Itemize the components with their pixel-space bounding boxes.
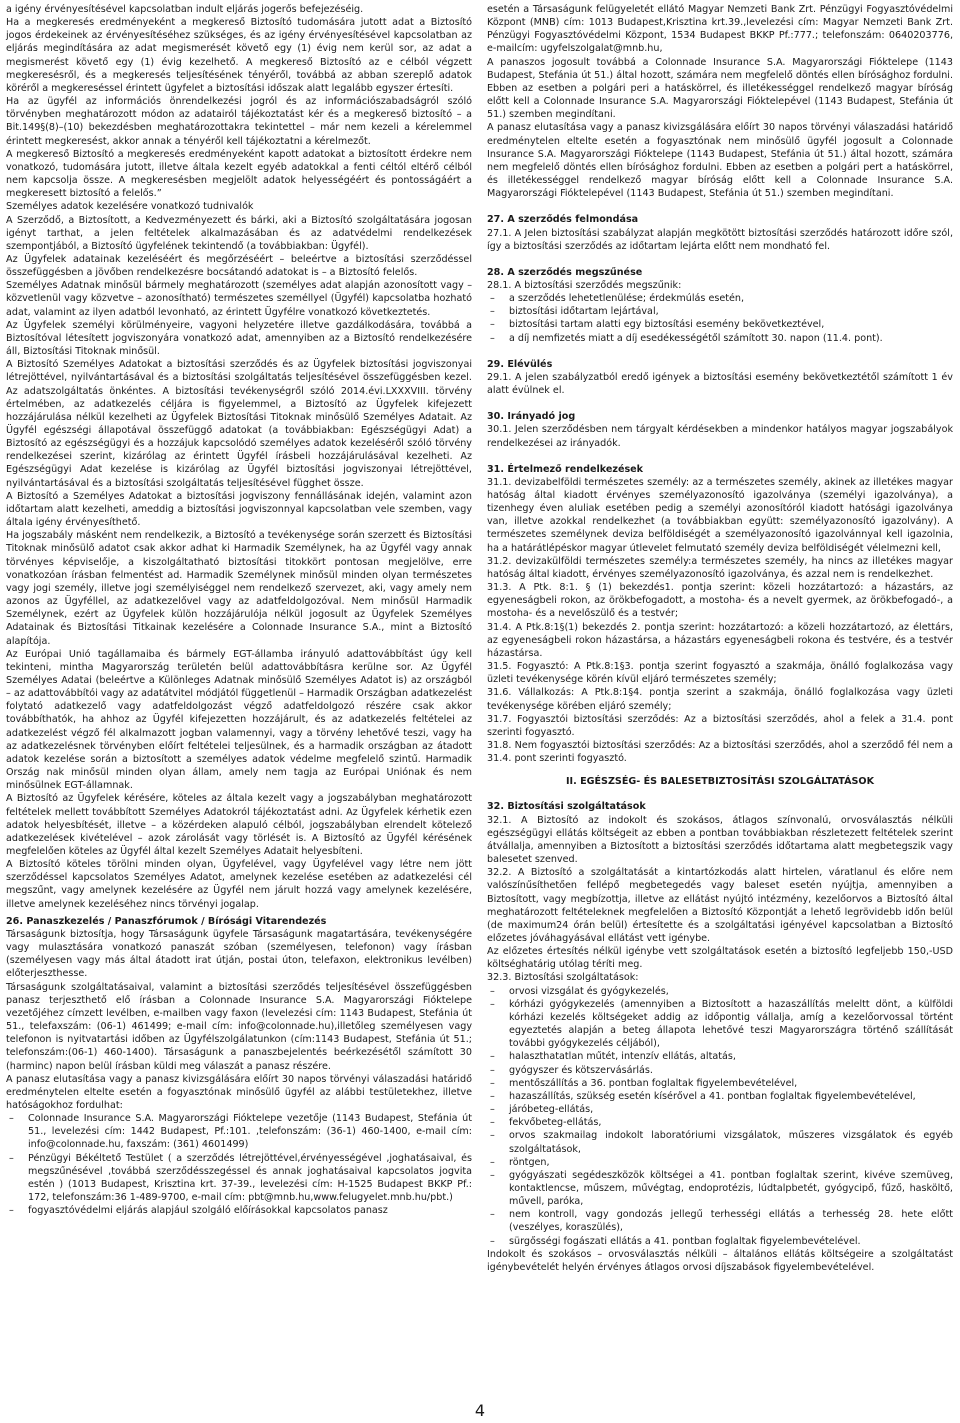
spacer <box>487 345 953 354</box>
right-list-item: – sürgősségi fogászati ellátás a 41. pontban foglaltak figyelembevételével. <box>487 1235 953 1248</box>
paragraph: A Biztosító az Ügyfelek kérésére, köteles az általa kezelt vagy a jogszabályban meghatározott feltételek mellett továbbított Személyes Adatokról tájékoztatást adni. Az Ügyfelek kérhetik ezen adatok helyesbítését, illetve – a közérdeken alapuló célból, jogszabályban elrendelt kötelező adatkezelések kivételével – azok zárolását vagy törlését is. A Biztosító az Ügyfél kérésének megfelelően köteles az Ügyfél által kezelt Személyes Adatait helyesbíteni. <box>6 793 472 857</box>
left-list <box>6 1112 472 1217</box>
paragraph: esetén a Társaságunk felügyeletét ellátó Magyar Nemzeti Bank Zrt. Pénzügyi Fogyasztóvédelmi Központ (MNB) cím: 1013 Budapest,Krisztina krt.39.,levelezési cím: Magyar Nemzeti Bank Zrt. Pénzügyi Fogyasztóvédelmi Központ, 1534 Budapest BKKP Pf.:777.; telefonszám: 0640203776, e-mailcím: ugyfelszolgalat@mnb.hu, <box>487 4 953 55</box>
right-list-item: – mentőszállítás a 36. pontban foglaltak figyelembevételével, <box>487 1077 953 1090</box>
section-heading: 31. Értelmező rendelkezések <box>487 463 644 475</box>
paragraph: Társaságunk szolgáltatásaival, valamint a biztosítási szerződés teljesítésével összefüggésben panasz terjeszthető elő írásban a Colonnade Insurance S.A. Magyarországi Fióktelepe vezetőjéhez címzett levélben, e-mailben vagy faxon (levelezési cím: 1143 Budapest, Stefánia út 51., telefaxszám: (06-1) 461499; e-mail cím: info@colonnade.hu),illetőleg személyesen vagy telefonon is nyitvatartási időben az Ügyfélszolgálatunkon (cím:1143 Budapest, Stefánia út 51.; telefonszám:(06-1) 460-1400). Társaságunk a panaszbejelentés beérkezésétől számított 30 (harminc) napon belül írásban küldi meg válaszát a panasz részére. <box>6 981 472 1072</box>
paragraph: A Biztosító Személyes Adatokat a biztosítási szerződés és az Ügyfelek biztosítási jogviszonyai létrejöttével, nyilvántartásával és a biztosítási szolgáltatás teljesítésével összefüggésben kezel. Az adatszolgáltatás önkéntes. A biztosítási tevékenységről szóló 2014.évi.LXXXVIII. törvény értelmében, az adatkezelés céljára is figyelemmel, a Biztosító az Ügyfelek kifejezett hozzájárulása nélkül kezelheti az Ügyfelek Biztosítási Titoknak minősülő Személyes Adatait. Az Ügyfél egészségi állapotával összefüggő adatokat (a továbbiakban: Egészségügyi Adat) a Biztosító az egészségügyi és a hozzájuk kapcsolódó személyes adatok kezeléséről szóló törvény rendelkezései szerint, kizárólag az érintett Ügyfél írásbeli hozzájárulásával kezelheti. Az Egészségügyi Adat kezelése is kizárólag az Ügyfél biztosítási jogviszonyai létrejöttével, nyilvántartásával és a biztosítási szolgáltatás teljesítésével függhet össze. <box>6 359 472 489</box>
right-list-item: – halaszthatatlan műtét, intenzív ellátás, altatás, <box>487 1050 953 1063</box>
right-list-item: – hazaszállítás, szükség esetén kísérővel a 41. pontban foglaltak figyelembevételével, <box>487 1090 953 1103</box>
paragraph: Indokolt és szokásos – orvosválasztás nélküli – általános ellátás költségeire a szolgáltatást igénybevételét helyén érvényes átlagos orvosi díjszabások figyelembevételével. <box>487 1248 953 1273</box>
right-list-item: – röntgen, <box>487 1156 953 1169</box>
paragraph: 31.3. A Ptk. 8:1. § (1) bekezdés1. pontja szerint: közeli hozzátartozó: a házastárs, az egyeneságbeli rokon, az örökbefogadott, a mostoha- és a nevelt gyermek, az örökbefogadó-, a mostoha- és a nevelőszülő és a testvér; <box>487 582 953 620</box>
paragraph: A panasz elutasítása vagy a panasz kivizsgálására előírt 30 napos törvényi válaszadási határidő eredménytelen eltelte esetén a fogyasztónak minősülő ügyfél az alábbi testületekhez, illetve hatóságokhoz fordulhat: <box>6 1073 472 1111</box>
paragraph: Az Európai Unió tagállamaiba és bármely EGT-államba irányuló adattovábbítást úgy kell tekinteni, mintha Magyarország területén belül adattovábbításra kerülne sor. Az Ügyfél Személyes Adatai (beleértve a Különleges Adatnak minősülő Személyes Adatot is) az országból – az adattovábbítói vagy az adatátvitel módjától függetlenül – Harmadik Országban adatkezelést folytató adatkezelő vagy adatfeldolgozást végző adatfeldolgozó részére csak akkor továbbíthatók, ha ahhoz az Ügyfél kifejezetten hozzájárult, és az adatkezelés feltételei az adatkezelést végző fél alkalmazott jogban valamennyi, vagy a törvény lehetővé teszi, vagy ha az adatkezelésnek törvényben előírt feltételei teljesülnek, és a harmadik országban az átadott adatok kezelése során a biztosított a személyes adatok védelme megfelelő szintű. Harmadik Ország nak minősül minden olyan állam, amely nem tagja az Európai Uniónak és nem minősülnek EGT-államnak. <box>6 648 472 792</box>
paragraph: A panasz elutasítása vagy a panasz kivizsgálására előírt 30 napos törvényi válaszadási határidő eredménytelen eltelte esetén a fogyasztónak nem minősülő ügyfél jogosult a Colonnade Insurance S.A. Magyarországi Fióktelepe (1143 Budapest, Stefánia út 51.) által hozott, számára nem megfelelő döntés ellen bírósághoz fordulni. Ebben az esetben a polgári pert a hatáskörrel, és illetékességgel rendelkező magyar bíróság előtt kell a Colonnade Insurance S.A. Magyarországi Fióktelepével (1143 Budapest, Stefánia út 51.) szemben megindítani. <box>487 122 953 200</box>
paragraph: A Biztosító a Személyes Adatokat a biztosítási jogviszony fennállásának idején, valamint azon időtartam alatt kezelheti, ameddig a biztosítási jogviszonnyal kapcsolatban vele szemben, vagy általa igény érvényesíthető. <box>6 490 472 529</box>
left-list-item: – Colonnade Insurance S.A. Magyarországi Fióktelepe vezetője (1143 Budapest, Stefánia út 51., levelezési cím: 1442 Budapest, Pf.:101. ,telefonszám: (36-1) 460-1400, e-mail cím: info@colonnade.hu, faxszám: (361) 4601499) <box>6 1112 472 1151</box>
paragraph: Személyes adatok kezelésére vonatkozó tudnivalók <box>6 201 254 213</box>
paragraph: 30.1. Jelen szerződésben nem tárgyalt kérdésekben a mindenkor hatályos magyar jogszabályok rendelkezései az irányadók. <box>487 424 953 449</box>
paragraph: Társaságunk biztosítja, hogy Társaságunk ügyfele Társaságunk magatartására, tevékenységére vagy mulasztására vonatkozó panaszát szóban (személyesen, telefonon) vagy írásban (személyesen vagy más által átadott irat útján, postai úton, telefaxon, elektronikus levélben) előterjeszthesse. <box>6 928 472 980</box>
right-list-item: – gyógyszer és kötszervásárlás. <box>487 1064 953 1077</box>
paragraph: a igény érvényesítésével kapcsolatban indult eljárás jogerős befejezéséig. <box>6 4 364 15</box>
left-list-item: – fogyasztóvédelmi eljárás alapjául szolgáló előírásokkal kapcsolatos panasz <box>6 1204 472 1217</box>
section-heading: 26. Panaszkezelés / Panaszfórumok / Bírósági Vitarendezés <box>6 915 327 927</box>
paragraph: Ha jogszabály másként nem rendelkezik, a Biztosító a tevékenysége során szerzett és Biztosítási Titoknak minősülő adatot csak akkor adhat ki Harmadik Személynek, ha az Ügyfél vagy annak törvényes képviselője, a kiszolgáltatható biztosítási titokkört pontosan megjelölve, erre vonatkozóan írásban felmentést ad. Harmadik Személynek minősül minden olyan természetes vagy jogi személy, illetve jogi személyiséggel nem rendelkező szervezet, aki, vagy amely nem azonos az Ügyféllel, az adatkezelővel vagy az adatfeldolgozóval. Nem minősül Harmadik Személynek, ezért az Ügyfelek külön hozzájárulója nélkül jogosult az Ügyfelek Személyes Adatainak és Biztosítási Titkainak kezelésére a Colonnade Insurance S.A., mint a Biztosító alapítója. <box>6 530 472 647</box>
paragraph: 32.1. A Biztosító az indokolt és szokásos, átlagos színvonalú, orvosválasztás nélküli egészségügyi ellátás költségeit az ebben a pontban továbbiakban részletezett feltételek szerint átvállalja, amennyiben a Biztosított a biztosítási szerződés időtartama alatt megbetegszik vagy balesetet szenved. <box>487 814 953 866</box>
paragraph: Ha az ügyfél az információs önrendelkezési jogról és az információszabadságról szóló törvényben meghatározott módon az adatairól tájékoztatást kér és a megkereső biztosító – a Bit.149§(8)–(10) bekezdésben meghatározottakra tekintettel – már nem kezeli a kérelemmel érintett megkeresést, akkor annak a tényéről kell tájékoztatni a kérelmezőt. <box>6 96 472 147</box>
section-heading: 29. Elévülés <box>487 358 553 370</box>
paragraph: 27.1. A Jelen biztosítási szabályzat alapján megkötött biztosítási szerződés határozott időre szól, így a biztosítási szerződés az időtartam lejárta előtt nem mondható fel. <box>487 227 953 252</box>
right-list-item: – orvosi vizsgálat és gyógykezelés, <box>487 985 953 998</box>
section-heading: 28. A szerződés megszűnése <box>487 266 643 278</box>
paragraph: 31.1. devizabelföldi természetes személy: az a természetes személy, akinek az illetékes magyar hatóság által kiadott érvényes személyazonosító igazolványa (személyi igazolványa), a tizenhegy éven aluliak esetében pedig a személyi azonosítóról kiadott hatósági igazolványa van, illetve azokkal rendelkezhet (a továbbiakban együtt: személyazonosító igazolvány). A természetes személynek deviza belföldiségét a személyazonosító igazolvánnyal kell igazolnia, ha a határátlépéskor magyar útlevelet felmutató személy deviza belföldiségét vélelmezni kell, <box>487 476 953 554</box>
paragraph: Személyes Adatnak minősül bármely meghatározott (személyes adat alapján azonosított vagy – közvetlenül vagy közvetve – azonosítható) természetes személlyel (Ügyfél) kapcsolatba hozható adat, valamint az ilyen adatból levonható, az érintett Ügyfélre vonatkozó következtetés. <box>6 280 472 318</box>
left-list-item: – Pénzügyi Békéltető Testület ( a szerződés létrejöttével,érvényességével ,joghatásaival, és megszűnésével ,továbbá szerződésszegéssel és annak joghatásaival kapcsolatos jogvita estén ) (1013 Budapest, Krisztina krt. 37-39., levelezési cím: H-1525 Budapest BKKP Pf.: 172, telefonszám:36 1-489-9700, e-mail cím: pbt@mnb.hu,www.felugyelet.mnb.hu/pbt.) <box>6 1152 472 1205</box>
right-list-item: – kórházi gyógykezelés (amennyiben a Biztosított a hazaszállítás meleltt dönt, a külföldi kórházi kezelés költségeket addig az időpontig vállalja, amíg a kezelőorvossal történt egyeztetés alapján a beteg állapota lehetővé teszi Magyarországra történő szállítását további gyógykezelés céljából), <box>487 998 953 1051</box>
paragraph: A panaszos jogosult továbbá a Colonnade Insurance S.A. Magyarországi Fióktelepe (1143 Budapest, Stefánia út 51.) által hozott, számára nem megfelelő döntés ellen bírósághoz fordulni. Ebben az esetben a polgári peri a hatáskörrel, és illetékességgel rendelkező magyar bíróság előtt kell a Colonnade Insurance S.A. Magyarországi Fióktelepével (1143 Budapest, Stefánia út 51.) szemben megindítani. <box>487 56 953 121</box>
page-number: 4 <box>474 1401 486 1420</box>
paragraph: A Szerződő, a Biztosított, a Kedvezményezett és bárki, aki a Biztosító szolgáltatására jogosan igényt tarthat, a jelen feltételek alkalmazásában és az adatvédelmi rendelkezések szempontjából, a Biztosító ügyfelének tekintendő (a továbbiakban: Ügyfél). <box>6 214 472 252</box>
paragraph: 28.1. A biztosítási szerződés megszűnik: <box>487 279 682 291</box>
paragraph: A megkereső Biztosító a megkeresés eredményeként kapott adatokat a biztosított érdekre nem vonatkozó, tudomására jutott, illetve általa kezelt egyéb adatokkal a fenti céltól eltérő célból nem kapcsolja össze. A megkeresésben megjelölt adatok helyességéért és pontosságáért a megkeresett biztosító a felelős.” <box>6 148 472 200</box>
paragraph: Az Ügyfelek személyi körülményeire, vagyoni helyzetére illetve gazdálkodására, továbbá a Biztosítóval létesített jogviszonyára vonatkozó adat, amennyiben az a Biztosító rendelkezésére áll, Biztosítási Titoknak minősül. <box>6 319 472 358</box>
paragraph: 31.6. Vállalkozás: A Ptk.8:1§4. pontja szerint a szakmája, önálló foglalkozása vagy üzleti tevékenysége körében eljáró személy; <box>487 687 953 712</box>
right-list-item: – a szerződés lehetetlenülése; érdekmúlás esetén, <box>487 292 953 305</box>
paragraph: 31.8. Nem fogyasztói biztosítási szerződés: Az a biztosítási szerződés, ahol a szerződő fél nem a 31.4. pont szerinti fogyasztó. <box>487 739 953 765</box>
right-list <box>487 985 953 1248</box>
right-list-item: – biztosítási időtartam lejártával, <box>487 305 953 318</box>
spacer <box>487 200 953 209</box>
spacer <box>487 450 953 459</box>
paragraph: 32.2. A Biztosító a szolgáltatását a kintartózkodás alatt hirtelen, váratlanul és előre nem valószínűsíthetően fellépő megbetegedés vagy baleset esetén nyújtja, amennyiben a Biztosított, vagy megbízottja, illetve az ellátást nyújtó intézmény, kezelőorvos a Biztosító által meghatározott feltételeknek megfelelően a Biztosító Központját a lehető legrövidebb időn belül (de maximum24 órán belül) értesítette és a szolgáltatási igényével kapcsolatban a Biztosító előzetes jóváhagyásával ellátást vett igénybe. <box>487 867 953 944</box>
paragraph: Az Ügyfelek adatainak kezeléséért és megőrzéséért – beleértve a biztosítási szerződéssel összefüggésben a jövőben rendelkezésre bocsátandó adatokat is – a Biztosító felelős. <box>6 253 472 279</box>
paragraph: 32.3. Biztosítási szolgáltatások: <box>487 972 639 984</box>
right-list-item: – fekvőbeteg-ellátás, <box>487 1116 953 1129</box>
chapter-title: II. EGÉSZSÉG- ÉS BALESETBIZTOSÍTÁSI SZOLGÁLTATÁSOK <box>565 776 875 788</box>
section-heading: 30. Irányadó jog <box>487 411 576 423</box>
paragraph: 31.4. A Ptk.8:1§(1) bekezdés 2. pontja szerint: hozzátartozó: a közeli hozzátartozó, az élettárs, az egyeneságbeli rokon házastársa, a házastárs egyeneságbeli rokona és testvére, és a testvér házastársa. <box>487 621 953 659</box>
right-text-column <box>487 3 953 1274</box>
right-list <box>487 292 953 345</box>
spacer <box>487 397 953 406</box>
paragraph: 31.2. devizakülföldi természetes személy:a természetes személy, ha nincs az illetékes magyar hatóság által kiadott, érvényes személyazonosító igazolványa, és azzal nem is rendelkezhet. <box>487 555 953 580</box>
right-list-item: – gyógyászati segédeszközök költségei a 41. pontban foglaltak szerint, kivéve szemüveg, kontaktlencse, műszem, művégtag, endoprotézis, lúdtalpbetét, gyógycipő, fűző, hasköltő, művell, paróka, <box>487 1169 953 1208</box>
right-list-item: – a díj nemfizetés miatt a díj esedékességétől számított 30. napon (11.4. pont). <box>487 332 953 345</box>
section-heading: 27. A szerződés felmondása <box>487 214 639 226</box>
paragraph: 31.7. Fogyasztói biztosítási szerződés: Az a biztosítási szerződés, ahol a felek a 31.4. pont szerinti fogyasztó. <box>487 713 953 738</box>
paragraph: 31.5. Fogyasztó: A Ptk.8:1§3. pontja szerint fogyasztó a szakmája, önálló foglalkozása vagy üzleti tevékenysége körén kívül eljáró természetes személy; <box>487 661 953 686</box>
paragraph: A Biztosító köteles törölni minden olyan, Ügyfelével, vagy Ügyfelével vagy létre nem jött szerződéssel kapcsolatos Személyes Adatot, amelynek kezelése esetében az adatkezelési cél megszűnt, vagy amelynek kezelésére az Ügyfél nem járult hozzá vagy amelynek kezelésére, illetve amelynek kezeléséhez nincs törvényi jogalap. <box>6 859 472 910</box>
right-list-item: – nem kontroll, vagy gondozás jellegű terhességi ellátás a terhesség 28. hete előtt (veszélyes, koraszülés), <box>487 1208 953 1234</box>
paragraph: 29.1. A jelen szabályzatból eredő igények a biztosítási esemény bekövetkeztétől számított 1 év alatt évülnek el. <box>487 371 953 397</box>
right-list-item: – biztosítási tartam alatti egy biztosítási esemény bekövetkeztével, <box>487 318 953 331</box>
paragraph: Az előzetes értesítés nélkül igénybe vett szolgáltatások esetén a biztosító legfeljebb 150,-USD költséghatárig utólag téríti meg. <box>487 946 953 971</box>
right-list-item: – járóbeteg-ellátás, <box>487 1103 953 1116</box>
right-list-item: – orvos szakmailag indokolt laboratóriumi vizsgálatok, műszeres vizsgálatok és egyéb szolgáltatások, <box>487 1129 953 1155</box>
paragraph: Ha a megkeresés eredményeként a megkereső Biztosító tudomására jutott adat a Biztosító jogos érdekeinek az érvényesítéséhez szükséges, és az igény érvényesítésével kapcsolatban az eljárás megindítására az adat megismerését követő egy (1) évig nem kerül sor, az adat a megismerést követő egy (1) évig kezelhető. A megkereső Biztosító az e célból végzett megkeresésről, és a megkeresés teljesítésének tényéről, továbbá az abban szereplő adatok köréről a megkereséssel érintett ügyfelet a biztosítási időszak alatt legalább egyszer értesíti. <box>6 17 472 94</box>
spacer <box>487 253 953 262</box>
section-heading: 32. Biztosítási szolgáltatások <box>487 801 646 813</box>
left-text-column <box>6 3 472 1217</box>
